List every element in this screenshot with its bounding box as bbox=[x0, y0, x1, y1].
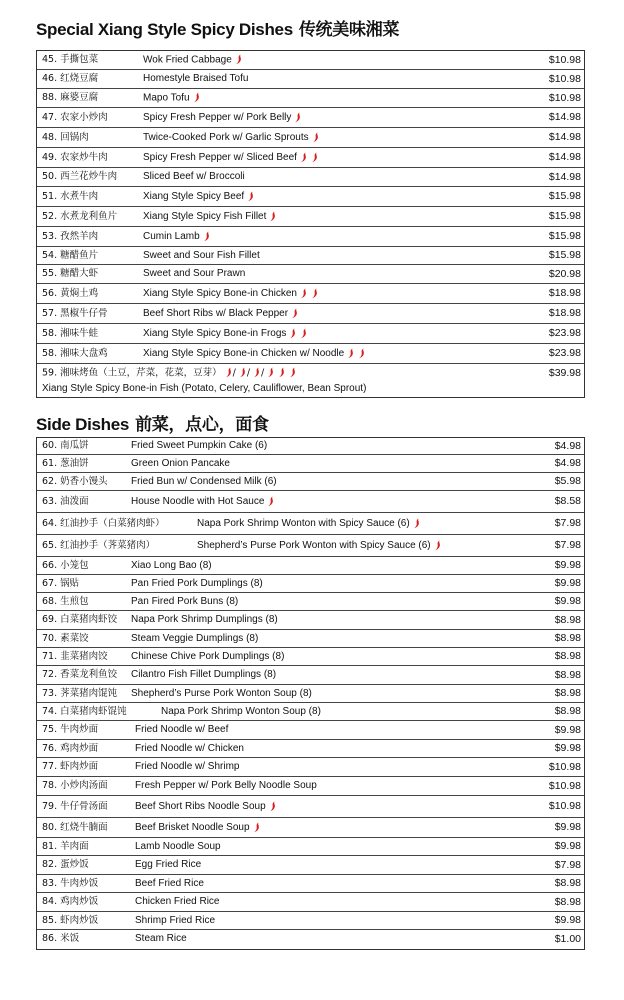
item-name-wrap bbox=[131, 438, 267, 454]
item-name-wrap bbox=[143, 128, 320, 147]
menu-row bbox=[37, 685, 584, 703]
menu-row bbox=[37, 758, 584, 777]
pepper-separator: / bbox=[232, 367, 236, 379]
item-price: $10.98 bbox=[548, 800, 581, 812]
menu-row bbox=[37, 838, 584, 856]
item-name-en: Spicy Fresh Pepper w/ Sliced Beef bbox=[143, 152, 297, 164]
item-number-cn: 73. 荠菜猪肉馄饨 bbox=[42, 688, 118, 699]
menu-row bbox=[37, 324, 584, 344]
chili-pepper-icon bbox=[300, 148, 308, 167]
item-number-cn: 59. 湘味烤鱼（土豆，芹菜，花菜，豆芽） bbox=[42, 367, 222, 379]
menu-row bbox=[37, 740, 584, 758]
item-number-cn: 61. 葱油饼 bbox=[42, 458, 89, 469]
menu-row bbox=[37, 207, 584, 227]
item-name-en: Xiang Style Spicy Bone-in Frogs bbox=[143, 328, 287, 340]
item-name-wrap bbox=[143, 70, 248, 88]
special-title-en: Special Xiang Style Spicy Dishes bbox=[36, 20, 293, 39]
side-section-title bbox=[36, 410, 269, 435]
menu-row bbox=[37, 648, 584, 666]
item-number-cn: 67. 锅贴 bbox=[42, 578, 80, 589]
item-name-en: Twice-Cooked Pork w/ Garlic Sprouts bbox=[143, 132, 309, 144]
chili-pepper-icon bbox=[278, 365, 286, 381]
item-price: $4.98 bbox=[554, 457, 581, 469]
item-name-wrap bbox=[135, 740, 244, 757]
item-number-cn: 71. 韭菜猪肉饺 bbox=[42, 651, 108, 662]
item-name-en: House Noodle with Hot Sauce bbox=[131, 496, 265, 508]
chili-pepper-icon bbox=[269, 207, 277, 226]
item-name-en: Cumin Lamb bbox=[143, 231, 200, 243]
item-name-en: Shrimp Fried Rice bbox=[135, 915, 216, 926]
menu-row bbox=[37, 187, 584, 207]
item-name-en: Sliced Beef w/ Broccoli bbox=[143, 171, 245, 182]
item-name-en: Napa Pork Shrimp Wonton with Spicy Sauce (6) bbox=[197, 518, 410, 530]
item-name-en: Beef Brisket Noodle Soup bbox=[135, 822, 250, 834]
item-price: $23.98 bbox=[548, 327, 581, 339]
item-name-en: Steam Veggie Dumplings (8) bbox=[131, 633, 259, 644]
item-number-cn: 82. 蛋炒饭 bbox=[42, 859, 89, 870]
item-name-en: Xiao Long Bao (8) bbox=[131, 560, 212, 571]
menu-row-fish bbox=[37, 364, 584, 397]
item-price: $15.98 bbox=[548, 190, 581, 202]
item-name-en: Fresh Pepper w/ Pork Belly Noodle Soup bbox=[135, 780, 317, 791]
item-number-cn: 65. 红油抄手（荠菜猪肉） bbox=[42, 540, 156, 551]
menu-row bbox=[37, 70, 584, 89]
item-name-en: Steam Rice bbox=[135, 933, 187, 944]
menu-row bbox=[37, 265, 584, 284]
menu-row bbox=[37, 168, 584, 187]
item-number-cn: 45. 手撕包菜 bbox=[42, 54, 99, 65]
item-price: $9.98 bbox=[554, 840, 581, 852]
menu-row bbox=[37, 796, 584, 818]
item-price: $14.98 bbox=[548, 111, 581, 123]
item-name-wrap bbox=[135, 758, 239, 776]
item-number-cn: 86. 米饭 bbox=[42, 933, 80, 944]
item-name-en: Chinese Chive Pork Dumplings (8) bbox=[131, 651, 285, 662]
item-name-wrap bbox=[131, 611, 278, 629]
menu-row bbox=[37, 344, 584, 364]
item-name-en: Green Onion Pancake bbox=[131, 458, 230, 469]
item-name-en: Fried Bun w/ Condensed Milk (6) bbox=[131, 476, 277, 487]
menu-row bbox=[37, 703, 584, 721]
item-name-en: Sweet and Sour Prawn bbox=[143, 268, 246, 279]
item-price: $39.98 bbox=[548, 367, 581, 379]
item-number-cn: 64. 红油抄手（白菜猪肉虾） bbox=[42, 518, 165, 529]
item-price: $8.58 bbox=[554, 495, 581, 507]
chili-pepper-icon bbox=[247, 187, 255, 206]
pepper-separator: / bbox=[246, 367, 251, 379]
item-price: $9.98 bbox=[554, 742, 581, 754]
item-number-cn: 80. 红烧牛腩面 bbox=[42, 822, 108, 833]
chili-pepper-icon bbox=[312, 128, 320, 147]
menu-row bbox=[37, 535, 584, 557]
item-name-wrap bbox=[131, 666, 276, 684]
item-name-wrap bbox=[143, 148, 319, 167]
menu-row bbox=[37, 721, 584, 740]
chili-pepper-icon bbox=[253, 818, 261, 837]
item-number-cn: 47. 农家小炒肉 bbox=[42, 112, 108, 123]
menu-row bbox=[37, 856, 584, 875]
item-number-cn: 53. 孜然羊肉 bbox=[42, 231, 99, 242]
menu-row bbox=[37, 557, 584, 575]
menu-row bbox=[37, 611, 584, 630]
item-price: $1.00 bbox=[554, 933, 581, 945]
item-name-en: Cilantro Fish Fillet Dumplings (8) bbox=[131, 669, 277, 680]
chili-pepper-icon bbox=[235, 51, 243, 69]
side-title-cn: 前菜，点心，面食 bbox=[135, 415, 269, 435]
item-name-wrap bbox=[143, 227, 211, 246]
menu-row bbox=[37, 575, 584, 593]
chili-pepper-icon bbox=[203, 227, 211, 246]
item-name-en: Napa Pork Shrimp Wonton Soup (8) bbox=[161, 706, 321, 717]
item-name-en: Homestyle Braised Tofu bbox=[143, 73, 249, 84]
side-title-en: Side Dishes bbox=[36, 415, 130, 434]
item-number-cn: 58. 湘味牛蛙 bbox=[42, 328, 99, 339]
chili-pepper-icon bbox=[347, 344, 355, 363]
item-price: $10.98 bbox=[548, 92, 581, 104]
special-dishes-table bbox=[36, 50, 585, 398]
menu-row bbox=[37, 912, 584, 930]
item-name-wrap bbox=[143, 108, 302, 127]
item-price: $10.98 bbox=[548, 780, 581, 792]
item-number-cn-wrap bbox=[42, 365, 297, 382]
chili-pepper-icon bbox=[434, 535, 442, 556]
item-price: $4.98 bbox=[554, 440, 581, 452]
menu-row bbox=[37, 227, 584, 247]
item-number-cn: 52. 水煮龙利鱼片 bbox=[42, 211, 118, 222]
item-name-en: Pan Fried Pork Dumplings (8) bbox=[131, 578, 263, 589]
item-name-en: Xiang Style Spicy Bone-in Fish (Potato, Celery, Cauliflower, Bean Sprout) bbox=[42, 383, 367, 394]
item-name-en: Xiang Style Spicy Bone-in Chicken w/ Noodle bbox=[143, 348, 345, 360]
item-number-cn: 85. 虾肉炒饭 bbox=[42, 915, 99, 926]
item-name-wrap bbox=[131, 455, 230, 472]
chili-pepper-icon bbox=[267, 491, 275, 512]
item-price: $8.98 bbox=[554, 705, 581, 717]
item-number-cn: 62. 奶香小馒头 bbox=[42, 476, 108, 487]
item-price: $15.98 bbox=[548, 230, 581, 242]
menu-row bbox=[37, 513, 584, 535]
item-price: $14.98 bbox=[548, 151, 581, 163]
item-price: $15.98 bbox=[548, 210, 581, 222]
item-number-cn: 83. 牛肉炒饭 bbox=[42, 878, 99, 889]
item-price: $20.98 bbox=[548, 268, 581, 280]
chili-pepper-icon bbox=[358, 344, 366, 363]
item-price: $8.98 bbox=[554, 896, 581, 908]
item-price: $9.98 bbox=[554, 595, 581, 607]
item-name-en: Wok Fried Cabbage bbox=[143, 54, 232, 66]
menu-row bbox=[37, 875, 584, 893]
menu-row bbox=[37, 930, 584, 949]
item-price: $8.98 bbox=[554, 650, 581, 662]
item-name-wrap bbox=[143, 344, 366, 363]
item-number-cn: 63. 油泼面 bbox=[42, 496, 89, 507]
item-number-cn: 55. 糖醋大虾 bbox=[42, 268, 99, 279]
item-name-wrap bbox=[135, 721, 228, 739]
item-price: $8.98 bbox=[554, 632, 581, 644]
item-name-en: Mapo Tofu bbox=[143, 92, 190, 104]
item-name-wrap bbox=[135, 796, 277, 817]
menu-row bbox=[37, 89, 584, 108]
menu-row bbox=[37, 630, 584, 648]
item-price: $9.98 bbox=[554, 577, 581, 589]
item-number-cn: 48. 回锅肉 bbox=[42, 132, 89, 143]
item-number-cn: 50. 西兰花炒牛肉 bbox=[42, 171, 118, 182]
menu-row bbox=[37, 455, 584, 473]
item-price: $8.98 bbox=[554, 669, 581, 681]
item-number-cn: 78. 小炒肉汤面 bbox=[42, 780, 108, 791]
chili-pepper-icon bbox=[239, 365, 247, 381]
chili-pepper-icon bbox=[225, 365, 233, 381]
item-name-wrap bbox=[143, 89, 201, 108]
item-number-cn: 84. 鸡肉炒饭 bbox=[42, 896, 99, 907]
side-dishes-table bbox=[36, 437, 585, 950]
item-name-wrap bbox=[135, 856, 201, 874]
item-name-en: Xiang Style Spicy Bone-in Chicken bbox=[143, 288, 297, 300]
menu-row bbox=[37, 51, 584, 70]
item-name-wrap bbox=[131, 648, 284, 665]
item-name-wrap bbox=[135, 930, 187, 948]
item-name-en: Napa Pork Shrimp Dumplings (8) bbox=[131, 614, 278, 625]
item-name-wrap bbox=[135, 875, 204, 892]
item-number-cn: 88. 麻婆豆腐 bbox=[42, 92, 99, 103]
item-price: $7.98 bbox=[554, 517, 581, 529]
item-name-en: Shepherd’s Purse Pork Wonton Soup (8) bbox=[131, 688, 312, 699]
item-name-en: Xiang Style Spicy Fish Fillet bbox=[143, 211, 267, 223]
menu-row bbox=[37, 818, 584, 838]
item-price: $18.98 bbox=[548, 287, 581, 299]
item-name-wrap bbox=[131, 575, 263, 592]
menu-row bbox=[37, 148, 584, 168]
item-name-wrap bbox=[131, 473, 277, 490]
item-name-en: Beef Fried Rice bbox=[135, 878, 204, 889]
item-number-cn: 76. 鸡肉炒面 bbox=[42, 743, 99, 754]
item-name-wrap bbox=[135, 838, 221, 855]
item-name-en: Spicy Fresh Pepper w/ Pork Belly bbox=[143, 112, 292, 124]
item-name-en: Lamb Noodle Soup bbox=[135, 841, 221, 852]
item-number-cn: 56. 黄焖土鸡 bbox=[42, 288, 99, 299]
item-name-wrap bbox=[135, 912, 215, 929]
item-price: $7.98 bbox=[554, 859, 581, 871]
item-name-wrap bbox=[143, 324, 308, 343]
item-number-cn: 58. 湘味大盘鸡 bbox=[42, 348, 108, 359]
menu-row bbox=[37, 247, 584, 265]
item-price: $9.98 bbox=[554, 821, 581, 833]
chili-pepper-icon bbox=[300, 284, 308, 303]
item-number-cn: 75. 牛肉炒面 bbox=[42, 724, 99, 735]
item-price: $8.98 bbox=[554, 877, 581, 889]
item-number-cn: 74. 白菜猪肉虾馄饨 bbox=[42, 706, 127, 717]
item-name-wrap bbox=[143, 284, 319, 303]
menu-row bbox=[37, 304, 584, 324]
item-number-cn: 57. 黑椒牛仔骨 bbox=[42, 308, 108, 319]
item-price: $9.98 bbox=[554, 724, 581, 736]
item-number-cn: 69. 白菜猪肉虾饺 bbox=[42, 614, 118, 625]
item-price: $10.98 bbox=[548, 73, 581, 85]
special-title-cn: 传统美味湘菜 bbox=[298, 20, 400, 40]
item-name-en: Fried Sweet Pumpkin Cake (6) bbox=[131, 440, 268, 451]
item-number-cn: 68. 生煎包 bbox=[42, 596, 89, 607]
item-name-wrap bbox=[143, 304, 299, 323]
menu-row bbox=[37, 893, 584, 912]
item-name-wrap bbox=[161, 703, 321, 720]
item-number-cn: 70. 素菜饺 bbox=[42, 633, 89, 644]
menu-row bbox=[37, 108, 584, 128]
chili-pepper-icon bbox=[193, 89, 201, 107]
item-name-en: Egg Fried Rice bbox=[135, 859, 202, 870]
item-name-wrap bbox=[143, 207, 277, 226]
item-name-wrap bbox=[135, 777, 317, 795]
chili-pepper-icon bbox=[413, 513, 421, 534]
item-number-cn: 51. 水煮牛肉 bbox=[42, 191, 99, 202]
menu-row bbox=[37, 593, 584, 611]
chili-pepper-icon bbox=[289, 324, 297, 343]
item-name-wrap bbox=[197, 513, 421, 534]
item-name-en: Fried Noodle w/ Chicken bbox=[135, 743, 244, 754]
item-name-wrap bbox=[143, 168, 245, 186]
item-price: $14.98 bbox=[548, 171, 581, 183]
item-price: $10.98 bbox=[548, 761, 581, 773]
item-price: $15.98 bbox=[548, 249, 581, 261]
chili-pepper-icon bbox=[300, 324, 308, 343]
item-number-cn: 54. 糖醋鱼片 bbox=[42, 250, 99, 261]
item-price: $10.98 bbox=[548, 54, 581, 66]
item-name-wrap bbox=[135, 818, 261, 837]
item-name-wrap bbox=[197, 535, 442, 556]
item-name-wrap bbox=[143, 247, 260, 264]
item-price: $9.98 bbox=[554, 914, 581, 926]
chili-pepper-icon bbox=[294, 108, 302, 127]
item-number-cn: 72. 香菜龙利鱼饺 bbox=[42, 669, 118, 680]
menu-row bbox=[37, 128, 584, 148]
pepper-separator: / bbox=[261, 367, 265, 379]
special-section-title bbox=[36, 15, 399, 40]
chili-pepper-icon bbox=[311, 284, 319, 303]
chili-pepper-icon bbox=[311, 148, 319, 167]
item-name-wrap bbox=[131, 491, 275, 512]
item-number-cn: 49. 农家炒牛肉 bbox=[42, 152, 108, 163]
item-price: $8.98 bbox=[554, 687, 581, 699]
chili-pepper-icon bbox=[291, 304, 299, 323]
chili-pepper-icon bbox=[289, 365, 297, 381]
menu-row bbox=[37, 438, 584, 455]
item-price: $5.98 bbox=[554, 475, 581, 487]
item-number-cn: 60. 南瓜饼 bbox=[42, 440, 89, 451]
item-name-wrap bbox=[143, 51, 243, 70]
item-name-en: Fried Noodle w/ Shrimp bbox=[135, 761, 240, 772]
item-name-wrap bbox=[131, 593, 238, 610]
item-number-cn: 46. 红烧豆腐 bbox=[42, 73, 99, 84]
item-name-en: Shepherd’s Purse Pork Wonton with Spicy Sauce (6) bbox=[197, 540, 431, 552]
item-price: $18.98 bbox=[548, 307, 581, 319]
chili-pepper-icon bbox=[267, 365, 275, 381]
item-name-en: Xiang Style Spicy Beef bbox=[143, 191, 245, 203]
item-name-en: Pan Fired Pork Buns (8) bbox=[131, 596, 239, 607]
menu-row bbox=[37, 284, 584, 304]
menu-row bbox=[37, 777, 584, 796]
item-price: $23.98 bbox=[548, 347, 581, 359]
item-name-en: Sweet and Sour Fish Fillet bbox=[143, 250, 260, 261]
item-price: $14.98 bbox=[548, 131, 581, 143]
item-price: $8.98 bbox=[554, 614, 581, 626]
item-name-wrap bbox=[131, 685, 312, 702]
chili-pepper-icon bbox=[253, 365, 261, 381]
item-name-wrap bbox=[135, 893, 219, 911]
item-price: $7.98 bbox=[554, 539, 581, 551]
chili-pepper-icon bbox=[269, 796, 277, 817]
item-number-cn: 81. 羊肉面 bbox=[42, 841, 89, 852]
menu-row bbox=[37, 491, 584, 513]
item-number-cn: 66. 小笼包 bbox=[42, 560, 89, 571]
item-name-en: Fried Noodle w/ Beef bbox=[135, 724, 229, 735]
item-number-cn: 79. 牛仔骨汤面 bbox=[42, 801, 108, 812]
menu-row bbox=[37, 666, 584, 685]
item-name-en: Chicken Fried Rice bbox=[135, 896, 220, 907]
item-name-wrap bbox=[131, 557, 212, 574]
menu-row bbox=[37, 473, 584, 491]
item-price: $9.98 bbox=[554, 559, 581, 571]
item-number-cn: 77. 虾肉炒面 bbox=[42, 761, 99, 772]
item-name-wrap bbox=[131, 630, 258, 647]
item-name-wrap bbox=[143, 265, 245, 283]
item-name-en: Beef Short Ribs Noodle Soup bbox=[135, 801, 266, 813]
item-name-wrap bbox=[143, 187, 255, 206]
item-name-en: Beef Short Ribs w/ Black Pepper bbox=[143, 308, 289, 320]
